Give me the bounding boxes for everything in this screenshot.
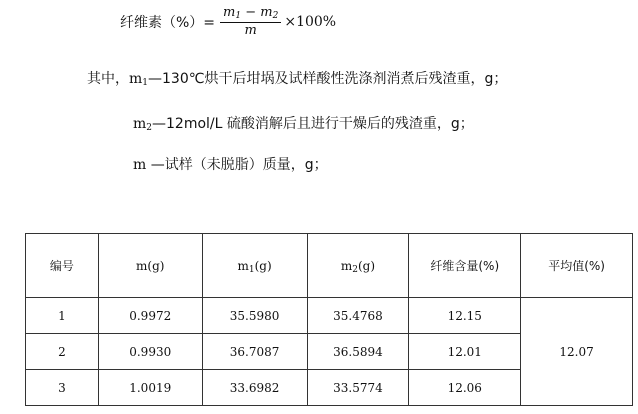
cell-m2: 35.4768 [307, 298, 409, 334]
cell-id: 3 [26, 370, 99, 406]
cell-average: 12.07 [521, 298, 633, 406]
cell-m2: 33.5774 [307, 370, 409, 406]
formula-denominator: m [244, 23, 257, 38]
table-row [26, 298, 633, 334]
cell-fiber: 12.01 [409, 334, 521, 370]
formula-fraction [220, 5, 281, 39]
fiber-formula [120, 2, 336, 42]
definition-var-sub: 2 [146, 123, 153, 133]
formula-numerator [220, 5, 281, 23]
header-m1-base: m [237, 258, 249, 273]
definition-m1 [87, 70, 507, 88]
header-m2-base: m [340, 258, 353, 273]
definition-var: m [133, 116, 147, 132]
numerator-m1: m [223, 5, 236, 20]
definition-text: —130℃烘干后坩埚及试样酸性洗涤剂消煮后残渣重，g； [148, 71, 508, 87]
definition-text: —12mol/L 硫酸消解后且进行干燥后的残渣重，g； [152, 116, 474, 132]
numerator-minus: − [241, 5, 261, 20]
numerator-m2: m [260, 5, 273, 20]
cell-m: 1.0019 [98, 370, 202, 406]
cell-id: 2 [26, 334, 99, 370]
cell-id: 1 [26, 298, 99, 334]
header-m2-sub: 2 [352, 264, 358, 275]
header-m1 [202, 234, 307, 298]
cell-m: 0.9972 [98, 298, 202, 334]
header-fiber: 纤维含量(%) [409, 234, 521, 298]
cell-m: 0.9930 [98, 334, 202, 370]
definition-text: —试样（未脱脂）质量，g； [150, 157, 328, 173]
header-m: m(g) [98, 234, 202, 298]
definition-prefix: 其中， [87, 71, 129, 87]
formula-multiplier: ×100% [284, 14, 337, 30]
definition-var: m [129, 71, 143, 87]
numerator-m1-sub: 1 [235, 11, 242, 21]
cell-m1: 36.7087 [202, 334, 307, 370]
header-average: 平均值(%) [521, 234, 633, 298]
header-m2-unit: (g) [357, 258, 376, 273]
cell-fiber: 12.06 [409, 370, 521, 406]
header-m1-sub: 1 [248, 264, 255, 275]
definition-var: m [133, 157, 151, 173]
formula-lhs: 纤维素（%）= [120, 15, 216, 31]
cell-m1: 33.6982 [202, 370, 307, 406]
definition-m2 [133, 115, 474, 133]
header-id: 编号 [26, 234, 99, 298]
numerator-m2-sub: 2 [272, 11, 279, 21]
definition-m [133, 156, 328, 174]
cell-m2: 36.5894 [307, 334, 409, 370]
definition-var-sub: 1 [142, 78, 149, 88]
header-m2 [307, 234, 409, 298]
header-m1-unit: (g) [254, 258, 272, 273]
fiber-data-table [25, 233, 633, 406]
table-header-row [26, 234, 633, 298]
cell-fiber: 12.15 [409, 298, 521, 334]
cell-m1: 35.5980 [202, 298, 307, 334]
